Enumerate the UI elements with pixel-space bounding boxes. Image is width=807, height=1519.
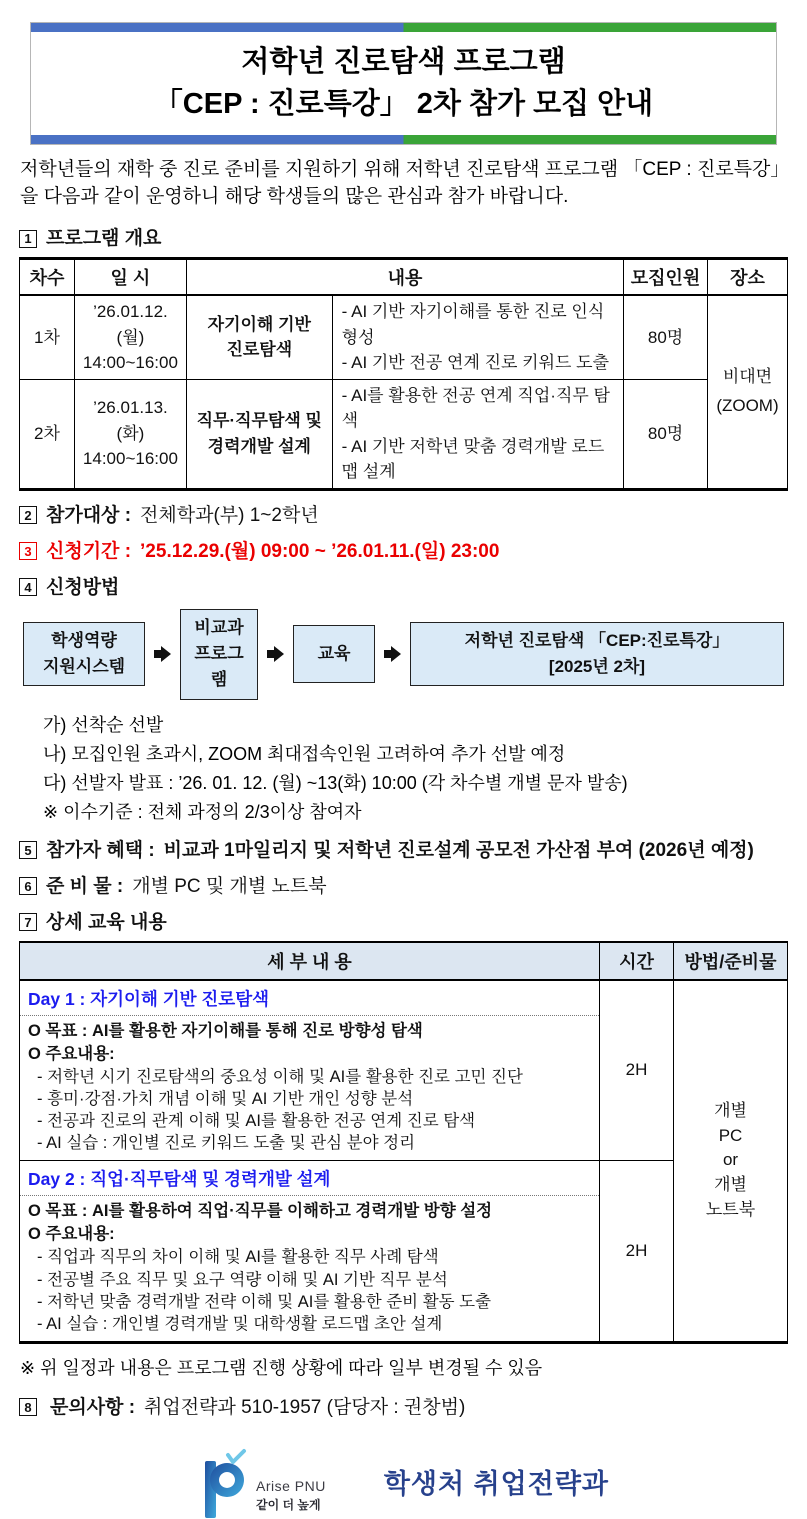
title-bottom-bar xyxy=(31,135,776,144)
overview-row-2 xyxy=(20,379,788,489)
contact-label: 문의사항 : xyxy=(50,1396,136,1418)
section-target-number-icon: 2 xyxy=(19,506,37,524)
section-period-number-icon: 3 xyxy=(19,542,37,560)
overview-header-row xyxy=(20,259,788,296)
topic-2-line2: 경력개발 설계 xyxy=(207,436,311,456)
materials-label: 준 비 물 : xyxy=(46,875,124,897)
day2-item-3: - 저학년 맞춤 경력개발 전략 이해 및 AI를 활용한 준비 활동 도출 xyxy=(37,1292,492,1311)
apply-note-1: 가) 선착순 선발 xyxy=(43,714,164,735)
method-cell xyxy=(674,980,788,1343)
section-detail-number-icon: 7 xyxy=(19,913,37,931)
detail-header-hours: 시간 xyxy=(600,942,674,980)
day2-content-cell xyxy=(20,1196,600,1343)
university-logo xyxy=(198,1445,326,1519)
day1-item-1: - 저학년 시기 진로탐색의 중요성 이해 및 AI를 활용한 진로 고민 진단 xyxy=(37,1067,523,1086)
details-1-line2: - AI 기반 전공 연계 진로 키워드 도출 xyxy=(341,353,609,373)
flow-step-education xyxy=(293,625,375,683)
method-line2: PC xyxy=(718,1125,743,1145)
flow-step-program-line1: 저학년 진로탐색 「CEP:진로특강」 xyxy=(464,630,730,650)
header-capacity: 모집인원 xyxy=(624,259,708,296)
section-target-line xyxy=(19,500,788,527)
day2-item-2: - 전공별 주요 직무 및 요구 역량 이해 및 AI 기반 직무 분석 xyxy=(37,1270,448,1289)
detail-header-row xyxy=(20,942,788,980)
round-1-cell: 1차 xyxy=(20,295,75,379)
flow-step-portal-line2: 지원시스템 xyxy=(42,657,126,677)
section-apply-number-icon: 4 xyxy=(19,578,37,596)
topic-1-cell xyxy=(186,295,332,379)
time-1: 14:00~16:00 xyxy=(82,353,178,373)
topic-1-line1: 자기이해 기반 xyxy=(207,314,311,334)
period-value: ’25.12.29.(월) 09:00 ~ ’26.01.11.(일) 23:00 xyxy=(140,540,500,562)
intro-paragraph: 저학년들의 재학 중 진로 준비를 지원하기 위해 저학년 진로탐색 프로그램 「CEP : 진로특강」을 다음과 같이 운영하니 해당 학생들의 많은 관심과 참가 바랍니다. xyxy=(20,159,780,208)
flow-step-program-line2: [2025년 2차] xyxy=(548,657,646,677)
apply-title: 신청방법 xyxy=(46,576,120,598)
title-banner xyxy=(30,22,777,145)
day2-hours-cell: 2H xyxy=(600,1161,674,1343)
detail-title: 상세 교육 내용 xyxy=(46,911,167,933)
page-title-line2: 「CEP : 진로특강」 2차 참가 모집 안내 xyxy=(153,88,654,121)
header-venue: 장소 xyxy=(707,259,787,296)
day2-item-4: - AI 실습 : 개인별 경력개발 및 대학생활 로드맵 초안 설계 xyxy=(37,1314,443,1333)
apply-note-4: ※ 이수기준 : 전체 과정의 2/3이상 참여자 xyxy=(43,801,362,822)
section-overview-heading xyxy=(19,223,788,250)
day1-item-2: - 흥미·강점·가치 개념 이해 및 AI 기반 개인 성향 분석 xyxy=(37,1089,414,1108)
section-overview-title: 프로그램 개요 xyxy=(46,228,162,250)
page-title-line1: 저학년 진로탐색 프로그램 xyxy=(241,46,566,78)
schedule-change-note: ※ 위 일정과 내용은 프로그램 진행 상황에 따라 일부 변경될 수 있음 xyxy=(20,1357,543,1378)
day2-title-cell: Day 2 : 직업·직무탐색 및 경력개발 설계 xyxy=(20,1161,600,1196)
day1-title-cell: Day 1 : 자기이해 기반 진로탐색 xyxy=(20,980,600,1016)
capacity-1-cell: 80명 xyxy=(624,295,708,379)
round-2-cell: 2차 xyxy=(20,379,75,489)
capacity-2-cell: 80명 xyxy=(624,379,708,489)
day2-title-row xyxy=(20,1161,788,1196)
target-value: 전체학과(부) 1~2학년 xyxy=(140,504,319,526)
method-line1: 개별 xyxy=(714,1101,747,1121)
date-2: ’26.01.13.(화) xyxy=(93,398,168,443)
footer xyxy=(19,1445,788,1519)
apply-note-2: 나) 모집인원 초과시, ZOOM 최대접속인원 고려하여 추가 선발 예정 xyxy=(43,743,566,764)
details-1-line1: - AI 기반 자기이해를 통한 진로 인식 형성 xyxy=(341,302,605,347)
page-title xyxy=(31,32,776,135)
method-line4: 개별 xyxy=(714,1175,747,1195)
flow-step-extracurricular xyxy=(180,609,258,700)
department-name: 학생처 취업전략과 xyxy=(383,1469,610,1500)
section-overview-number-icon: 1 xyxy=(19,230,37,248)
detail-header-content: 세 부 내 용 xyxy=(20,942,600,980)
arrow-right-icon xyxy=(384,646,401,662)
flow-step-extracurricular-line2: 프로그램 xyxy=(194,643,244,690)
day1-item-3: - 전공과 진로의 관계 이해 및 AI를 활용한 전공 연계 진로 탐색 xyxy=(37,1112,476,1130)
target-label: 참가대상 : xyxy=(46,504,132,526)
apply-flow-diagram xyxy=(23,609,784,700)
section-detail-heading xyxy=(19,907,788,934)
header-datetime: 일 시 xyxy=(74,259,186,296)
logo-name: Arise PNU xyxy=(255,1477,326,1494)
venue-line1: 비대면 xyxy=(722,366,773,386)
day2-goal: O 목표 : AI를 활용하여 직업·직무를 이해하고 경력개발 방향 설정 xyxy=(28,1202,493,1221)
day1-hours-cell: 2H xyxy=(600,980,674,1161)
time-2: 14:00~16:00 xyxy=(82,449,178,469)
topic-2-line1: 직무·직무탐색 및 xyxy=(196,411,322,431)
flow-step-portal xyxy=(23,622,145,687)
section-period-line xyxy=(19,536,788,563)
method-line5: 노트북 xyxy=(705,1199,756,1219)
details-2-line2: - AI 기반 저학년 맞춤 경력개발 로드맵 설계 xyxy=(341,436,605,482)
section-apply-heading xyxy=(19,572,788,599)
detail-table xyxy=(19,941,788,1344)
day1-item-4: - AI 실습 : 개인별 진로 키워드 도출 및 관심 분야 정리 xyxy=(37,1134,416,1153)
contact-value: 취업전략과 510-1957 (담당자 : 권창범) xyxy=(144,1396,466,1418)
benefit-label: 참가자 혜택 : xyxy=(46,839,155,861)
apply-note-3: 다) 선발자 발표 : ’26. 01. 12. (월) ~13(화) 10:00 (각 차수별 개별 문자 발송) xyxy=(43,772,628,793)
section-materials-number-icon: 6 xyxy=(19,877,37,895)
pnu-logo-mark-icon xyxy=(198,1445,250,1519)
materials-value: 개별 PC 및 개별 노트북 xyxy=(132,875,327,897)
day2-contents-label: O 주요내용: xyxy=(28,1225,115,1244)
section-materials-line xyxy=(19,871,788,898)
section-benefit-number-icon: 5 xyxy=(19,841,37,859)
day2-item-1: - 직업과 직무의 차이 이해 및 AI를 활용한 직무 사례 탐색 xyxy=(37,1248,439,1267)
day1-title-row xyxy=(20,980,788,1016)
day1-goal: O 목표 : AI를 활용한 자기이해를 통해 진로 방향성 탐색 xyxy=(28,1021,423,1040)
logo-text-block xyxy=(256,1478,326,1519)
overview-table xyxy=(19,257,788,491)
section-contact-number-icon: 8 xyxy=(19,1398,37,1416)
flow-step-portal-line1: 학생역량 xyxy=(51,630,117,650)
flow-step-extracurricular-line1: 비교과 xyxy=(194,617,244,637)
arrow-right-icon xyxy=(154,646,171,662)
benefit-value: 비교과 1마일리지 및 저학년 진로설계 공모전 가산점 부여 (2026년 예정) xyxy=(163,839,754,861)
day1-contents-label: O 주요내용: xyxy=(28,1044,115,1063)
apply-notes-list xyxy=(43,712,788,826)
arrow-right-icon xyxy=(267,646,284,662)
title-top-bar xyxy=(31,23,776,32)
header-round: 차수 xyxy=(20,259,75,296)
period-label: 신청기간 : xyxy=(46,540,132,562)
venue-cell xyxy=(707,295,787,489)
date-1: ’26.01.12.(월) xyxy=(93,302,168,347)
details-2-cell xyxy=(332,379,623,489)
day1-content-cell xyxy=(20,1015,600,1161)
date-1-cell xyxy=(74,295,186,379)
flow-step-program xyxy=(410,622,784,687)
detail-header-method: 방법/준비물 xyxy=(674,942,788,980)
overview-row-1 xyxy=(20,295,788,379)
logo-slogan: 같이 더 높게 xyxy=(255,1497,321,1512)
topic-1-line2: 진로탐색 xyxy=(226,340,293,360)
flow-step-education-line1: 교육 xyxy=(317,643,351,663)
date-2-cell xyxy=(74,379,186,489)
venue-line2: (ZOOM) xyxy=(716,395,779,415)
section-benefit-line xyxy=(19,835,788,862)
topic-2-cell xyxy=(186,379,332,489)
section-contact-line xyxy=(19,1392,788,1419)
method-line3: or xyxy=(722,1150,739,1170)
details-2-line1: - AI를 활용한 전공 연계 직업·직무 탐색 xyxy=(341,385,610,431)
header-content: 내용 xyxy=(186,259,623,296)
details-1-cell xyxy=(332,295,623,379)
